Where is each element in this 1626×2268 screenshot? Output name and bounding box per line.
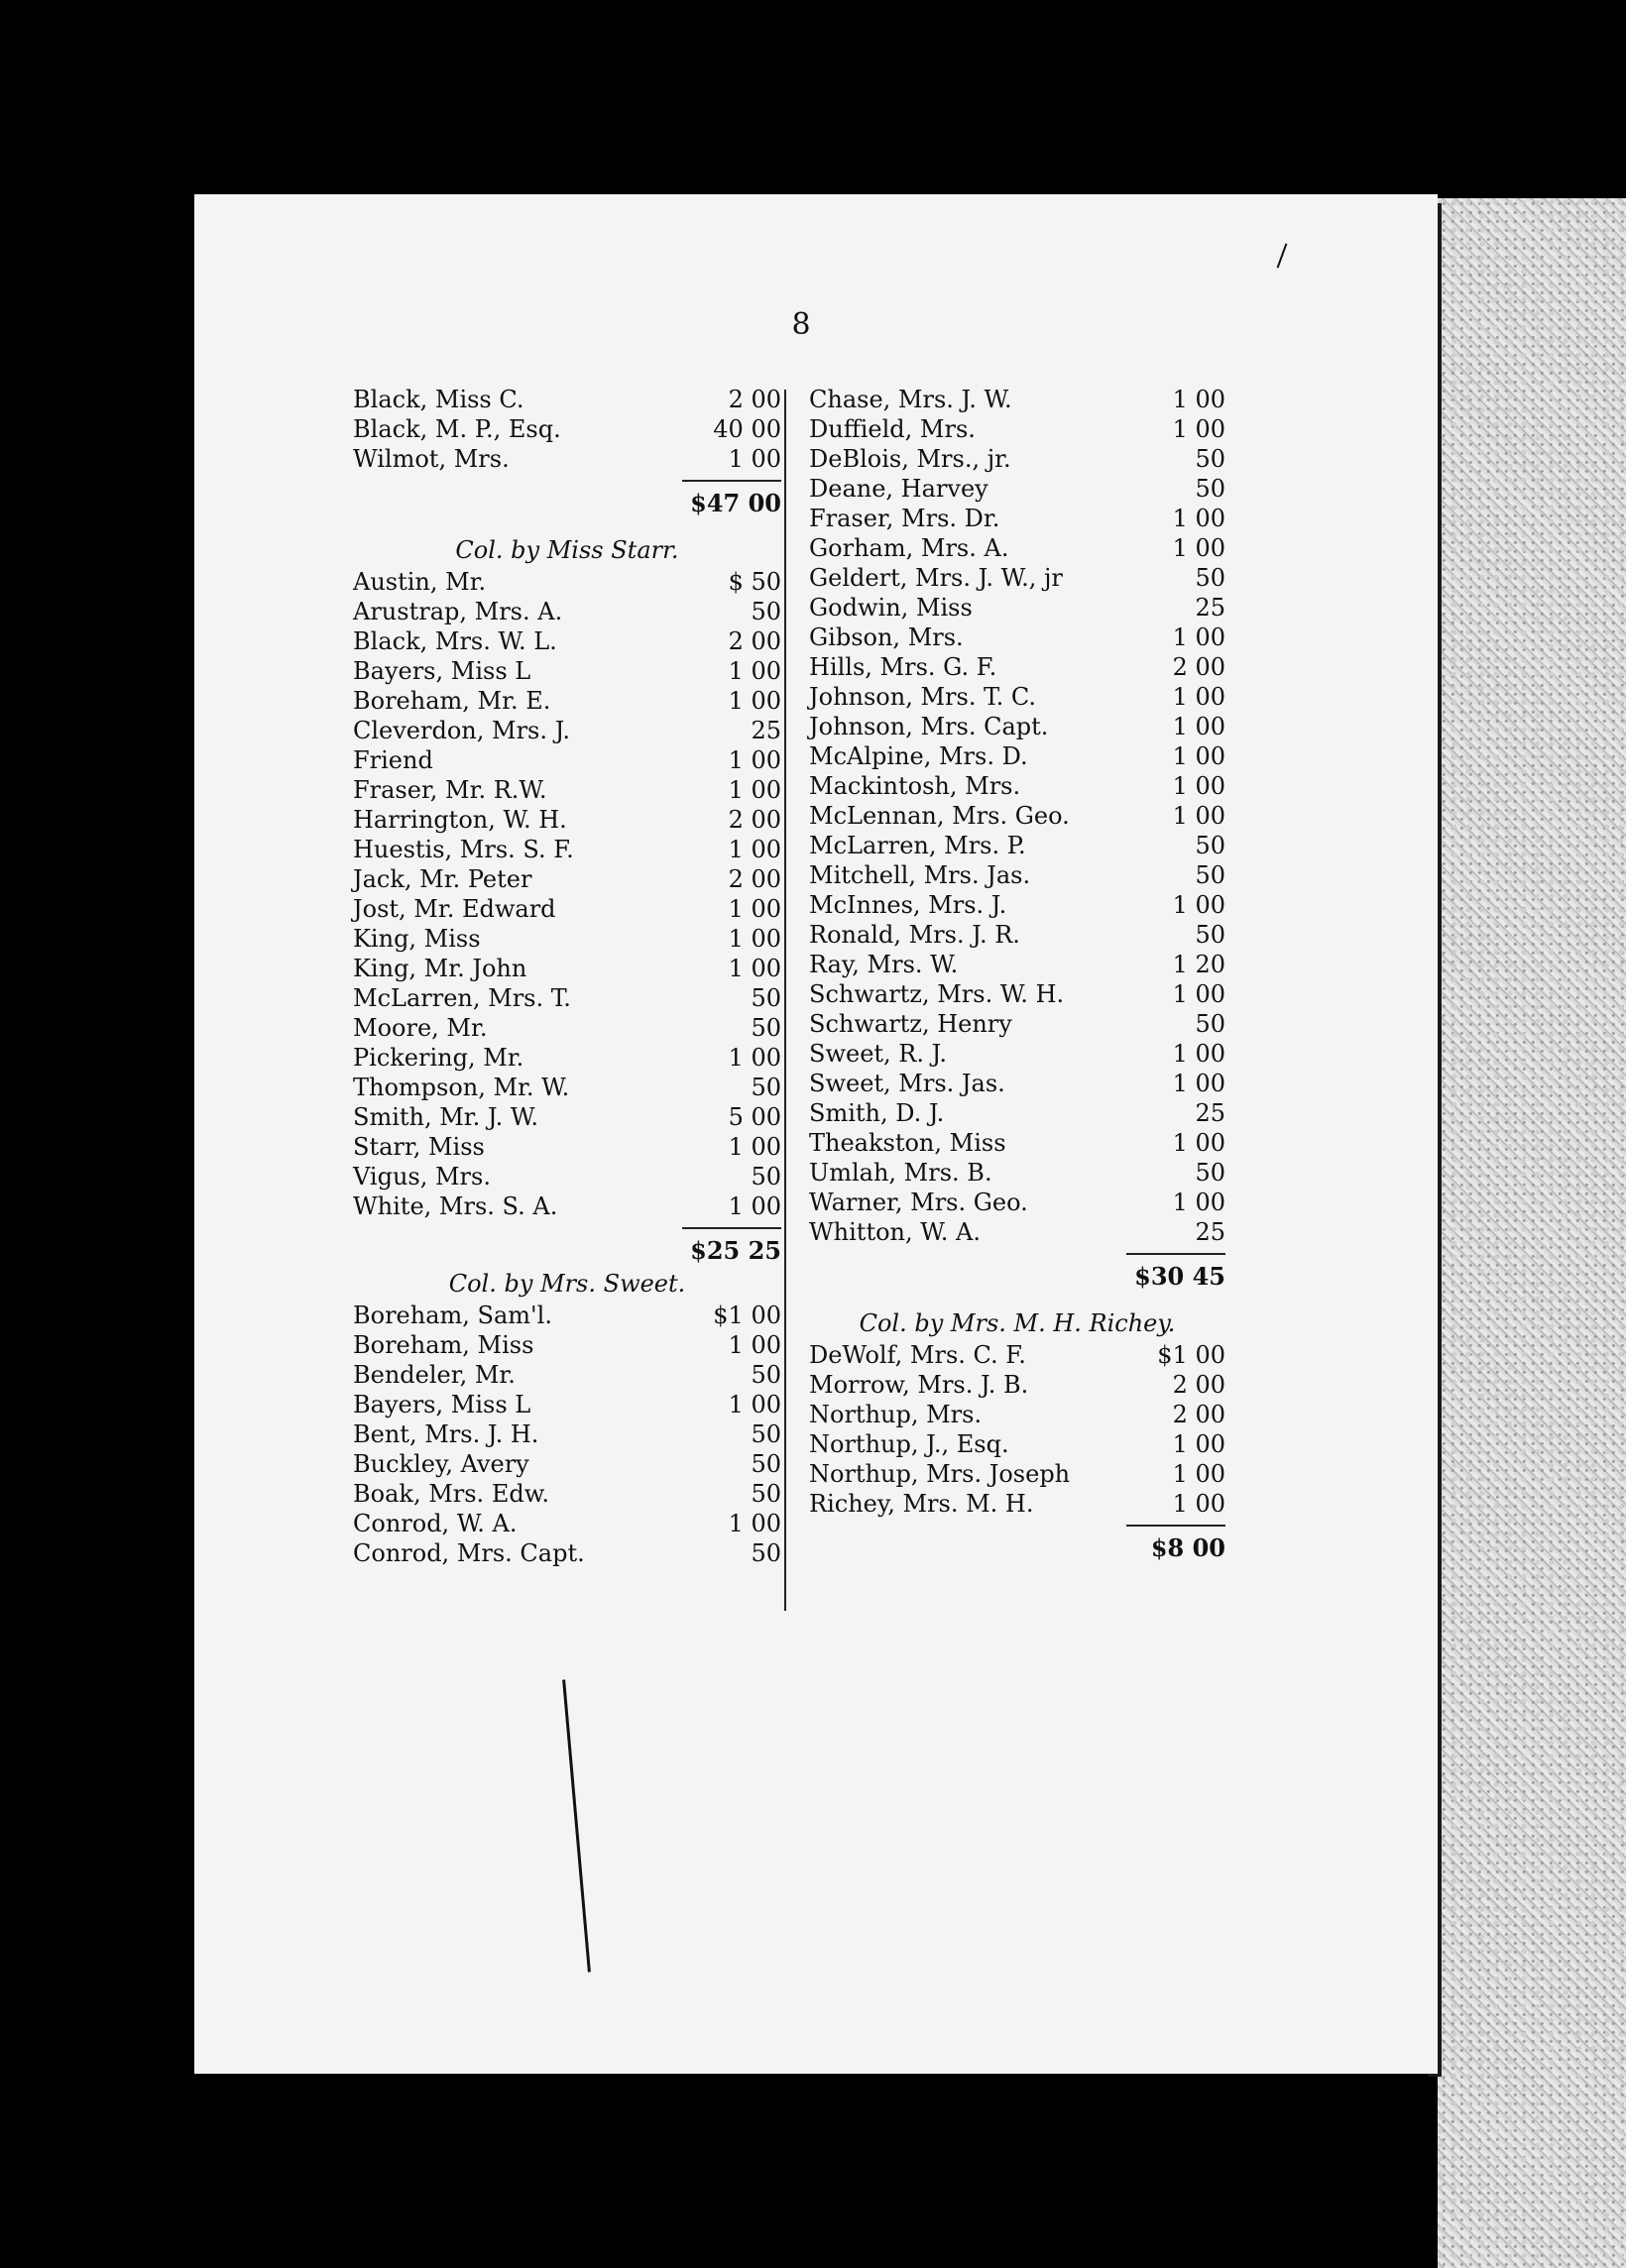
- sum-rule: [1126, 1525, 1225, 1527]
- group-total: $25 25: [690, 1236, 781, 1265]
- contributor-name: McAlpine, Mrs. D.: [809, 742, 1028, 770]
- list-item: [809, 771, 1225, 801]
- amount: $ 50: [728, 568, 781, 596]
- amount: 50: [751, 1480, 781, 1508]
- contributor-name: McInnes, Mrs. J.: [809, 891, 1007, 919]
- list-item: [809, 682, 1225, 712]
- section-heading: Col. by Miss Starr.: [455, 536, 679, 564]
- contributor-name: Sweet, Mrs. Jas.: [809, 1070, 1005, 1097]
- amount: 50: [1195, 475, 1225, 503]
- amount: 1 00: [1172, 505, 1225, 532]
- contributor-name: Northup, Mrs. Joseph: [809, 1460, 1071, 1488]
- contributor-name: Boreham, Miss: [353, 1331, 534, 1359]
- section-heading: Col. by Mrs. M. H. Richey.: [859, 1309, 1176, 1337]
- contributor-name: Duffield, Mrs.: [809, 415, 976, 443]
- list-item: [809, 623, 1225, 652]
- amount: 50: [751, 984, 781, 1012]
- amount: 2 00: [1172, 1371, 1225, 1399]
- left-column: [353, 385, 781, 1568]
- amount: 1 00: [1172, 1189, 1225, 1216]
- amount: 50: [751, 1014, 781, 1042]
- amount: 25: [751, 717, 781, 744]
- amount: 50: [1195, 1010, 1225, 1038]
- group-list: [809, 385, 1225, 1247]
- contributor-name: Gorham, Mrs. A.: [809, 534, 1009, 562]
- amount: 50: [751, 1450, 781, 1478]
- list-item: [353, 1509, 781, 1538]
- contributor-name: Moore, Mr.: [353, 1014, 488, 1042]
- contributor-name: DeBlois, Mrs., jr.: [809, 445, 1011, 473]
- contributor-name: Harrington, W. H.: [353, 806, 567, 834]
- list-item: [809, 593, 1225, 623]
- contributor-name: Warner, Mrs. Geo.: [809, 1189, 1028, 1216]
- contributor-name: Boreham, Mr. E.: [353, 687, 551, 715]
- contributor-name: White, Mrs. S. A.: [353, 1192, 558, 1220]
- amount: 1 00: [728, 836, 781, 863]
- contributor-name: McLennan, Mrs. Geo.: [809, 802, 1070, 830]
- contributor-name: Schwartz, Mrs. W. H.: [809, 980, 1065, 1008]
- contributor-name: Friend: [353, 746, 433, 774]
- list-item: [353, 1102, 781, 1132]
- amount: 1 00: [1172, 891, 1225, 919]
- list-item: [353, 414, 781, 444]
- list-item: [353, 626, 781, 656]
- list-item: [809, 1370, 1225, 1400]
- contributor-name: Johnson, Mrs. Capt.: [809, 713, 1049, 740]
- contributor-name: Ray, Mrs. W.: [809, 951, 959, 978]
- amount: 1 00: [728, 895, 781, 923]
- amount: 1 00: [1172, 1490, 1225, 1518]
- list-item: [353, 805, 781, 835]
- list-item: [353, 894, 781, 924]
- column-divider: [784, 390, 786, 1611]
- amount: 50: [1195, 832, 1225, 859]
- amount: 2 00: [1172, 1401, 1225, 1428]
- contributor-name: Bayers, Miss L: [353, 1391, 531, 1418]
- amount: 1 00: [1172, 742, 1225, 770]
- amount: 1 00: [728, 776, 781, 804]
- contributor-name: Smith, D. J.: [809, 1099, 945, 1127]
- amount: 25: [1195, 1099, 1225, 1127]
- list-item: [353, 686, 781, 716]
- list-item: [353, 1132, 781, 1162]
- contributor-name: Bayers, Miss L: [353, 657, 531, 685]
- list-item: [809, 831, 1225, 860]
- contributor-name: Conrod, Mrs. Capt.: [353, 1539, 585, 1567]
- amount: 1 00: [1172, 713, 1225, 740]
- list-item: [353, 745, 781, 775]
- list-item: [809, 1459, 1225, 1489]
- contributor-name: Godwin, Miss: [809, 594, 973, 622]
- list-item: [353, 567, 781, 597]
- list-item: [353, 864, 781, 894]
- amount: 25: [1195, 1218, 1225, 1246]
- amount: $1 00: [713, 1302, 781, 1329]
- contributor-name: Pickering, Mr.: [353, 1044, 524, 1072]
- amount: 40 00: [713, 415, 781, 443]
- contributor-name: Cleverdon, Mrs. J.: [353, 717, 571, 744]
- contributor-name: Wilmot, Mrs.: [353, 445, 510, 473]
- group-list: [809, 1340, 1225, 1519]
- list-item: [809, 1098, 1225, 1128]
- contributor-name: Thompson, Mr. W.: [353, 1074, 570, 1101]
- list-item: [353, 1191, 781, 1221]
- contributor-name: Bendeler, Mr.: [353, 1361, 516, 1389]
- sum-rule: [682, 1227, 781, 1229]
- contributor-name: King, Miss: [353, 925, 481, 953]
- amount: 50: [1195, 564, 1225, 592]
- contributor-name: Buckley, Avery: [353, 1450, 529, 1478]
- contributor-name: Jack, Mr. Peter: [353, 865, 532, 893]
- amount: 1 00: [1172, 624, 1225, 651]
- list-item: [809, 860, 1225, 890]
- amount: 1 00: [728, 746, 781, 774]
- contributor-name: DeWolf, Mrs. C. F.: [809, 1341, 1026, 1369]
- list-item: [809, 563, 1225, 593]
- contributor-name: Starr, Miss: [353, 1133, 485, 1161]
- contributor-name: Chase, Mrs. J. W.: [809, 386, 1012, 413]
- contributor-name: Northup, J., Esq.: [809, 1430, 1009, 1458]
- contributor-name: Theakston, Miss: [809, 1129, 1006, 1157]
- contributor-name: Fraser, Mrs. Dr.: [809, 505, 1000, 532]
- contributor-name: Mitchell, Mrs. Jas.: [809, 861, 1031, 889]
- contributor-name: Bent, Mrs. J. H.: [353, 1420, 539, 1448]
- list-item: [809, 1158, 1225, 1188]
- contributor-name: Conrod, W. A.: [353, 1510, 518, 1537]
- group-total: $30 45: [1134, 1262, 1225, 1291]
- contributor-name: Vigus, Mrs.: [353, 1163, 491, 1191]
- amount: 50: [751, 1163, 781, 1191]
- amount: 50: [1195, 861, 1225, 889]
- list-item: [353, 835, 781, 864]
- amount: 1 00: [728, 657, 781, 685]
- list-item: [353, 656, 781, 686]
- book-cover-edge: [1438, 198, 1626, 2268]
- sum-rule: [1126, 1253, 1225, 1255]
- right-column: [809, 385, 1225, 1564]
- amount: 50: [1195, 445, 1225, 473]
- list-item: [809, 890, 1225, 920]
- amount: 2 00: [1172, 653, 1225, 681]
- contributor-name: Black, Miss C.: [353, 386, 524, 413]
- list-item: [353, 924, 781, 954]
- contributor-name: Deane, Harvey: [809, 475, 988, 503]
- amount: 1 00: [728, 1192, 781, 1220]
- amount: 1 00: [728, 1044, 781, 1072]
- list-item: [809, 414, 1225, 444]
- list-item: [353, 1330, 781, 1360]
- contributor-name: Northup, Mrs.: [809, 1401, 983, 1428]
- amount: 1 00: [1172, 386, 1225, 413]
- list-item: [809, 1188, 1225, 1217]
- group-list: [353, 1301, 781, 1568]
- list-item: [809, 920, 1225, 950]
- list-item: [809, 1429, 1225, 1459]
- amount: 2 00: [728, 806, 781, 834]
- group-total: $47 00: [690, 489, 781, 517]
- list-item: [353, 1419, 781, 1449]
- contributor-name: Fraser, Mr. R.W.: [353, 776, 547, 804]
- amount: 50: [1195, 921, 1225, 949]
- list-item: [809, 979, 1225, 1009]
- contributor-name: Gibson, Mrs.: [809, 624, 964, 651]
- group-list: [353, 385, 781, 474]
- amount: 1 00: [728, 687, 781, 715]
- list-item: [353, 983, 781, 1013]
- amount: 1 20: [1172, 951, 1225, 978]
- list-item: [809, 1009, 1225, 1039]
- list-item: [809, 712, 1225, 741]
- amount: 1 00: [728, 1133, 781, 1161]
- list-item: [809, 950, 1225, 979]
- list-item: [353, 1479, 781, 1509]
- contributor-name: Morrow, Mrs. J. B.: [809, 1371, 1029, 1399]
- list-item: [353, 1390, 781, 1419]
- contributor-name: Boreham, Sam'l.: [353, 1302, 552, 1329]
- list-item: [809, 504, 1225, 533]
- list-item: [809, 1128, 1225, 1158]
- amount: 5 00: [728, 1103, 781, 1131]
- amount: 50: [751, 1361, 781, 1389]
- amount: 1 00: [728, 1391, 781, 1418]
- section-heading: Col. by Mrs. Sweet.: [448, 1270, 686, 1298]
- list-item: [809, 385, 1225, 414]
- page-number: 8: [791, 307, 811, 342]
- list-item: [809, 444, 1225, 474]
- amount: 1 00: [728, 955, 781, 982]
- list-item: [353, 1073, 781, 1102]
- amount: 1 00: [728, 925, 781, 953]
- contributor-name: Boak, Mrs. Edw.: [353, 1480, 550, 1508]
- list-item: [353, 1538, 781, 1568]
- contributor-name: Black, Mrs. W. L.: [353, 627, 557, 655]
- list-item: [809, 801, 1225, 831]
- contributor-name: Johnson, Mrs. T. C.: [809, 683, 1036, 711]
- sum-rule: [682, 480, 781, 482]
- amount: 1 00: [1172, 534, 1225, 562]
- contributor-name: Richey, Mrs. M. H.: [809, 1490, 1034, 1518]
- contributor-name: Mackintosh, Mrs.: [809, 772, 1021, 800]
- list-item: [809, 533, 1225, 563]
- list-item: [353, 1162, 781, 1191]
- list-item: [809, 474, 1225, 504]
- amount: 1 00: [1172, 802, 1225, 830]
- list-item: [353, 716, 781, 745]
- contributor-name: Ronald, Mrs. J. R.: [809, 921, 1020, 949]
- amount: 1 00: [1172, 1129, 1225, 1157]
- list-item: [353, 597, 781, 626]
- amount: 1 00: [1172, 1460, 1225, 1488]
- list-item: [353, 1013, 781, 1043]
- amount: 1 00: [728, 445, 781, 473]
- contributor-name: Hills, Mrs. G. F.: [809, 653, 997, 681]
- contributor-name: McLarren, Mrs. P.: [809, 832, 1026, 859]
- list-item: [809, 1069, 1225, 1098]
- amount: 1 00: [1172, 683, 1225, 711]
- amount: 2 00: [728, 386, 781, 413]
- contributor-name: Umlah, Mrs. B.: [809, 1159, 992, 1187]
- amount: 1 00: [1172, 1070, 1225, 1097]
- list-item: [353, 385, 781, 414]
- amount: 1 00: [1172, 1430, 1225, 1458]
- amount: 2 00: [728, 865, 781, 893]
- contributor-name: King, Mr. John: [353, 955, 527, 982]
- list-item: [353, 1043, 781, 1073]
- amount: 1 00: [1172, 980, 1225, 1008]
- contributor-name: Schwartz, Henry: [809, 1010, 1012, 1038]
- list-item: [809, 1039, 1225, 1069]
- contributor-name: Geldert, Mrs. J. W., jr: [809, 564, 1063, 592]
- amount: 50: [751, 1420, 781, 1448]
- amount: 25: [1195, 594, 1225, 622]
- list-item: [809, 1489, 1225, 1519]
- contributor-name: Smith, Mr. J. W.: [353, 1103, 539, 1131]
- contributor-name: Sweet, R. J.: [809, 1040, 948, 1068]
- list-item: [353, 775, 781, 805]
- contributor-name: McLarren, Mrs. T.: [353, 984, 571, 1012]
- amount: 50: [751, 1074, 781, 1101]
- contributor-name: Austin, Mr.: [353, 568, 487, 596]
- amount: 1 00: [1172, 772, 1225, 800]
- amount: 1 00: [1172, 415, 1225, 443]
- amount: 1 00: [728, 1510, 781, 1537]
- contributor-name: Black, M. P., Esq.: [353, 415, 561, 443]
- amount: 50: [1195, 1159, 1225, 1187]
- group-list: [353, 567, 781, 1221]
- contributor-name: Huestis, Mrs. S. F.: [353, 836, 574, 863]
- amount: 50: [751, 1539, 781, 1567]
- contributor-name: Arustrap, Mrs. A.: [353, 598, 563, 625]
- amount: 50: [751, 598, 781, 625]
- list-item: [809, 652, 1225, 682]
- list-item: [353, 1301, 781, 1330]
- list-item: [353, 954, 781, 983]
- list-item: [353, 1449, 781, 1479]
- spacer: [353, 519, 781, 533]
- list-item: [809, 1340, 1225, 1370]
- amount: 2 00: [728, 627, 781, 655]
- list-item: [809, 741, 1225, 771]
- contributor-name: Jost, Mr. Edward: [353, 895, 556, 923]
- amount: 1 00: [1172, 1040, 1225, 1068]
- amount: $1 00: [1157, 1341, 1225, 1369]
- spacer: [809, 1293, 1225, 1306]
- group-total: $8 00: [1150, 1533, 1225, 1562]
- amount: 1 00: [728, 1331, 781, 1359]
- contributor-name: Whitton, W. A.: [809, 1218, 981, 1246]
- list-item: [809, 1217, 1225, 1247]
- list-item: [353, 444, 781, 474]
- list-item: [809, 1400, 1225, 1429]
- list-item: [353, 1360, 781, 1390]
